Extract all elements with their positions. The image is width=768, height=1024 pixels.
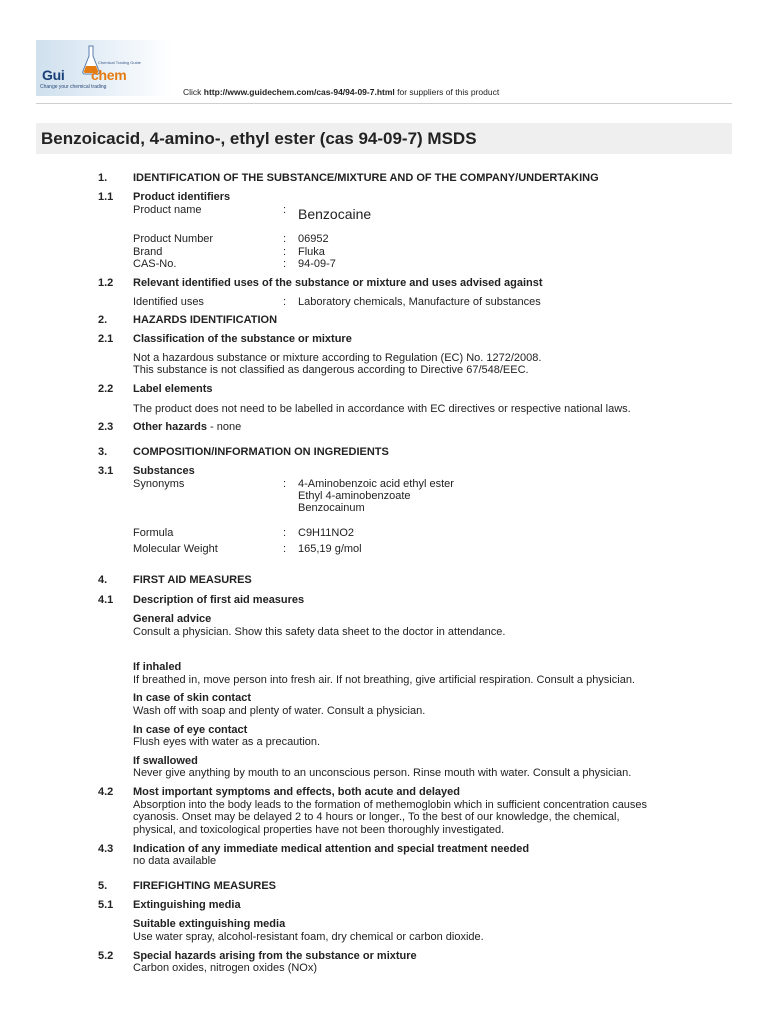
formula-value: C9H11NO2	[298, 527, 355, 539]
section-2-3-heading	[133, 421, 241, 433]
section-4-1-number: 4.1	[98, 594, 114, 606]
section-5-2-heading: Special hazards arising from the substance or mixture	[133, 950, 417, 962]
swallowed-heading: If swallowed	[133, 755, 198, 767]
colon: :	[283, 246, 287, 258]
section-4-number: 4.	[98, 574, 108, 586]
inhaled-text: If breathed in, move person into fresh air. If not breathing, give artificial respiration. Consult a physician.	[133, 674, 635, 686]
classification-line-2: This substance is not classified as dangerous according to Directive 67/548/EEC.	[133, 364, 529, 376]
section-4-heading: FIRST AID MEASURES	[133, 574, 252, 586]
general-advice-text: Consult a physician. Show this safety data sheet to the doctor in attendance.	[133, 626, 506, 638]
synonyms-label: Synonyms	[133, 478, 185, 490]
section-1-1-heading: Product identifiers	[133, 191, 231, 203]
skin-contact-heading: In case of skin contact	[133, 692, 251, 704]
section-1-2-number: 1.2	[98, 277, 114, 289]
suitable-media-text: Use water spray, alcohol-resistant foam, dry chemical or carbon dioxide.	[133, 931, 484, 943]
section-2-1-heading: Classification of the substance or mixture	[133, 333, 352, 345]
skin-contact-text: Wash off with soap and plenty of water. Consult a physician.	[133, 705, 426, 717]
section-3-1-number: 3.1	[98, 465, 114, 477]
section-4-1-heading: Description of first aid measures	[133, 594, 305, 606]
product-number-label: Product Number	[133, 233, 214, 245]
swallowed-text: Never give anything by mouth to an unconscious person. Rinse mouth with water. Consult a physician.	[133, 767, 632, 779]
section-4-3-number: 4.3	[98, 843, 114, 855]
colon: :	[283, 543, 287, 555]
classification-line-1: Not a hazardous substance or mixture according to Regulation (EC) No. 1272/2008.	[133, 352, 542, 364]
colon: :	[283, 233, 287, 245]
product-number-value: 06952	[298, 233, 329, 245]
inhaled-heading: If inhaled	[133, 661, 182, 673]
special-hazards-text: Carbon oxides, nitrogen oxides (NOx)	[133, 962, 318, 974]
guidechem-logo[interactable]	[36, 40, 172, 96]
section-5-1-number: 5.1	[98, 899, 114, 911]
other-hazards-value: - none	[206, 421, 242, 433]
logo-tagline: Change your chemical trading	[40, 84, 107, 90]
section-2-number: 2.	[98, 314, 108, 326]
section-3-1-heading: Substances	[133, 465, 195, 477]
section-2-1-number: 2.1	[98, 333, 114, 345]
colon: :	[283, 204, 287, 216]
eye-contact-heading: In case of eye contact	[133, 724, 248, 736]
synonym-item: Ethyl 4-aminobenzoate	[298, 490, 411, 502]
suitable-media-heading: Suitable extinguishing media	[133, 918, 286, 930]
section-5-heading: FIREFIGHTING MEASURES	[133, 880, 277, 892]
symptoms-line-1: Absorption into the body leads to the formation of methemoglobin which in sufficient concentration causes	[133, 799, 648, 811]
supplier-line-prefix: Click	[183, 87, 204, 97]
cas-value: 94-09-7	[298, 258, 336, 270]
supplier-line-suffix: for suppliers of this product	[394, 87, 500, 97]
formula-label: Formula	[133, 527, 174, 539]
section-2-2-heading: Label elements	[133, 383, 213, 395]
logo-brand-part1: Gui	[42, 67, 65, 83]
cas-label: CAS-No.	[133, 258, 177, 270]
brand-value: Fluka	[298, 246, 325, 258]
section-2-2-number: 2.2	[98, 383, 114, 395]
section-2-3-number: 2.3	[98, 421, 114, 433]
label-elements-text: The product does not need to be labelled in accordance with EC directives or respective national laws.	[133, 403, 631, 415]
section-1-number: 1.	[98, 172, 108, 184]
medical-attention-text: no data available	[133, 855, 217, 867]
synonym-item: Benzocainum	[298, 502, 365, 514]
page-title: Benzoicacid, 4-amino-, ethyl ester (cas 94-09-7) MSDS	[41, 129, 477, 148]
section-1-1-number: 1.1	[98, 191, 114, 203]
eye-contact-text: Flush eyes with water as a precaution.	[133, 736, 321, 748]
product-name-value: Benzocaine	[298, 206, 372, 222]
molecular-weight-label: Molecular Weight	[133, 543, 218, 555]
brand-label: Brand	[133, 246, 163, 258]
identified-uses-label: Identified uses	[133, 296, 204, 308]
section-3-heading: COMPOSITION/INFORMATION ON INGREDIENTS	[133, 446, 389, 458]
section-1-heading: IDENTIFICATION OF THE SUBSTANCE/MIXTURE AND OF THE COMPANY/UNDERTAKING	[133, 172, 599, 184]
colon: :	[283, 296, 287, 308]
colon: :	[283, 527, 287, 539]
section-2-heading: HAZARDS IDENTIFICATION	[133, 314, 278, 326]
section-3-number: 3.	[98, 446, 108, 458]
colon: :	[283, 258, 287, 270]
molecular-weight-value: 165,19 g/mol	[298, 543, 362, 555]
other-hazards-label: Other hazards	[133, 421, 207, 433]
product-name-label: Product name	[133, 204, 202, 216]
logo-small-text: Chemical Trading Guide	[98, 60, 141, 65]
symptoms-line-3: physical, and toxicological properties have not been thoroughly investigated.	[133, 824, 505, 836]
logo-brand-part2: chem	[91, 67, 127, 83]
section-4-3-heading: Indication of any immediate medical attention and special treatment needed	[133, 843, 530, 855]
section-5-2-number: 5.2	[98, 950, 114, 962]
colon: :	[283, 478, 287, 490]
supplier-line	[183, 87, 499, 97]
supplier-link[interactable]: http://www.guidechem.com/cas-94/94-09-7.html	[203, 87, 395, 97]
section-1-2-heading: Relevant identified uses of the substance or mixture and uses advised against	[133, 277, 543, 289]
section-4-2-number: 4.2	[98, 786, 114, 798]
header-divider	[36, 103, 732, 104]
section-5-1-heading: Extinguishing media	[133, 899, 241, 911]
general-advice-heading: General advice	[133, 613, 212, 625]
section-5-number: 5.	[98, 880, 108, 892]
synonym-item: 4-Aminobenzoic acid ethyl ester	[298, 478, 454, 490]
section-4-2-heading: Most important symptoms and effects, both acute and delayed	[133, 786, 460, 798]
symptoms-line-2: cyanosis. Onset may be delayed 2 to 4 hours or longer., To the best of our knowledge, the chemical,	[133, 811, 620, 823]
identified-uses-value: Laboratory chemicals, Manufacture of substances	[298, 296, 541, 308]
